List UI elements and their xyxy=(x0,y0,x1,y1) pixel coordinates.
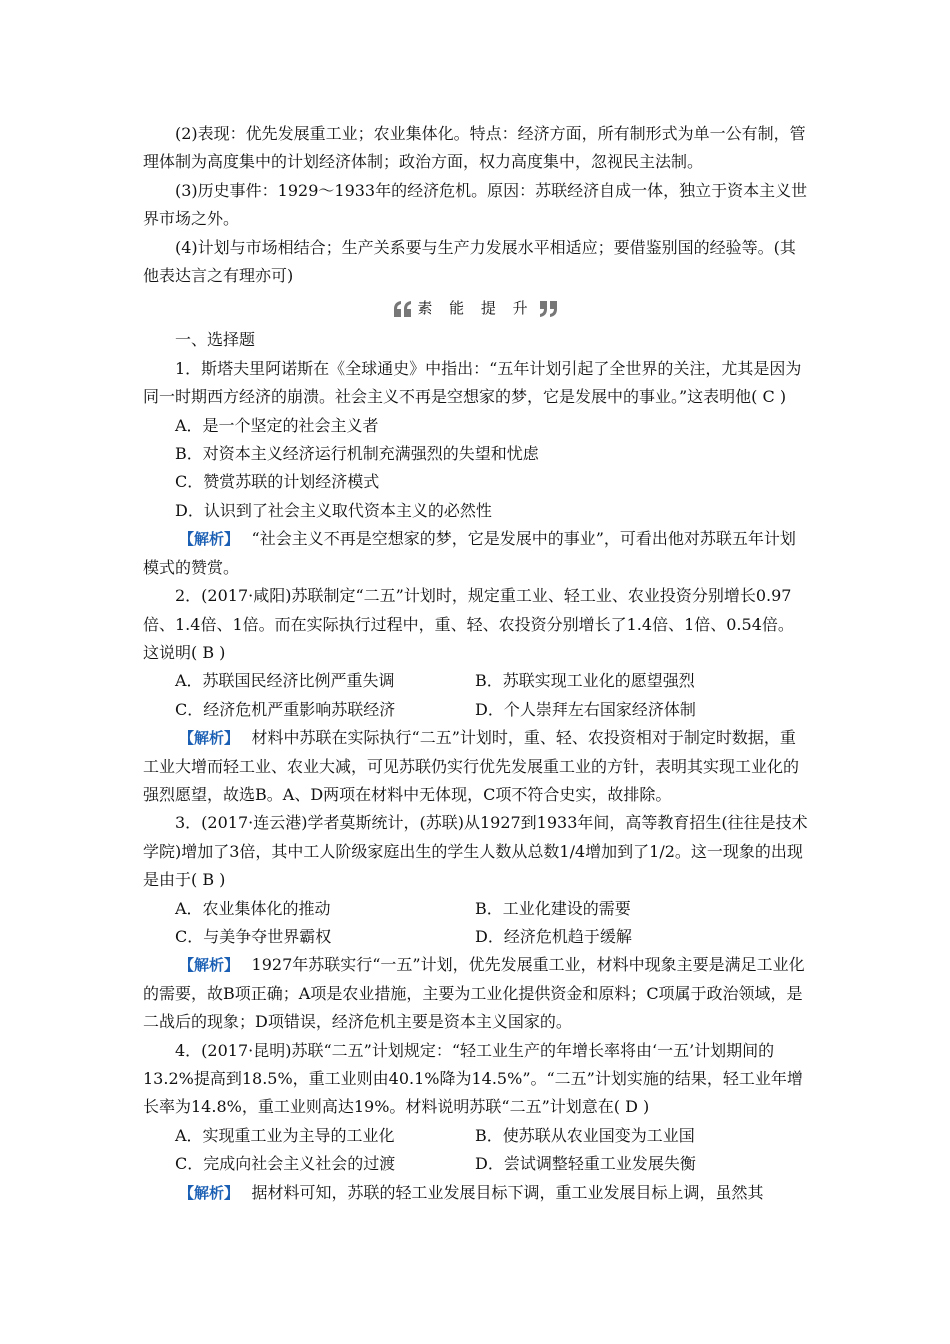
question-1-option-b: B．对资本主义经济运行机制充满强烈的失望和忧虑 xyxy=(175,444,539,464)
question-4-option-c: C．完成向社会主义社会的过渡 xyxy=(175,1154,396,1174)
question-2-stem: 2．(2017·咸阳)苏联制定“二五”计划时，规定重工业、轻工业、农业投资分别增长0.97倍、1.4倍、1倍。而在实际执行过程中，重、轻、农投资分别增长了1.4倍、1倍、0.54倍。这说明( B ) xyxy=(143,586,794,662)
question-3-stem: 3．(2017·连云港)学者莫斯统计，(苏联)从1927到1933年间，高等教育招生(往往是技术学院)增加了3倍，其中工人阶级家庭出生的学生人数从总数1/4增加到了1/2。这一现象的出现是由于( B ) xyxy=(143,813,808,890)
analysis-tag: 【解析】 xyxy=(179,729,232,748)
section-heading: 一、选择题 xyxy=(175,330,256,350)
question-4-analysis xyxy=(143,1179,808,1207)
question-2-options-row-2 xyxy=(143,696,808,724)
banner-title: 素 能 提 升 xyxy=(417,299,534,318)
question-3-option-a: A．农业集体化的推动 xyxy=(175,898,331,918)
question-3-option-b: B．工业化建设的需要 xyxy=(475,898,631,918)
question-1-option-d: D．认识到了社会主义取代资本主义的必然性 xyxy=(175,500,492,520)
question-2-option-a: A．苏联国民经济比例严重失调 xyxy=(175,671,395,691)
question-1-option-c: C．赞赏苏联的计划经济模式 xyxy=(175,472,380,492)
question-1-stem: 1．斯塔夫里阿诺斯在《全球通史》中指出：“五年计划引起了全世界的关注，尤其是因为同一时期西方经济的崩溃。社会主义不再是空想家的梦，它是发展中的事业。”这表明他( C ) xyxy=(143,358,802,407)
question-4-option-b: B．使苏联从农业国变为工业国 xyxy=(475,1125,695,1145)
question-4-stem: 4．(2017·昆明)苏联“二五”计划规定：“轻工业生产的年增长率将由‘一五’计划期间的13.2%提高到18.5%，重工业则由40.1%降为14.5%”。“二五”计划实施的结果，轻工业年增长率为14.8%，重工业则高达19%。材料说明苏联“二五”计划意在( D ) xyxy=(143,1040,803,1117)
analysis-tag: 【解析】 xyxy=(179,530,232,549)
answer-paragraph-4: (4)计划与市场相结合；生产关系要与生产力发展水平相适应；要借鉴别国的经验等。(其他表达言之有理亦可) xyxy=(143,237,796,286)
analysis-text: 1927年苏联实行“一五”计划，优先发展重工业，材料中现象主要是满足工业化的需要，故B项正确；A项是农业措施，主要为工业化提供资金和原料；C项属于政治领域，是二战后的现象；D项错误，经济危机主要是资本主义国家的。 xyxy=(143,955,805,1032)
question-4-option-d: D．尝试调整轻重工业发展失衡 xyxy=(475,1154,696,1174)
question-4-options-row-2 xyxy=(143,1150,808,1178)
open-quote-icon xyxy=(393,300,413,318)
analysis-text: “社会主义不再是空想家的梦，它是发展中的事业”，可看出他对苏联五年计划模式的赞赏。 xyxy=(143,529,796,577)
question-3-option-d: D．经济危机趋于缓解 xyxy=(475,926,632,946)
answer-paragraph-2: (2)表现：优先发展重工业；农业集体化。特点：经济方面，所有制形式为单一公有制，管理体制为高度集中的计划经济体制；政治方面，权力高度集中，忽视民主法制。 xyxy=(143,124,806,172)
analysis-text: 材料中苏联在实际执行“二五”计划时，重、轻、农投资相对于制定时数据，重工业大增而轻工业、农业大减，可见苏联仍实行优先发展重工业的方针，表明其实现工业化的强烈愿望，故选B。A、D两项在材料中无体现，C项不符合史实，故排除。 xyxy=(143,728,800,804)
question-2-option-d: D．个人崇拜左右国家经济体制 xyxy=(475,699,696,719)
question-4-options-row-1 xyxy=(143,1122,808,1150)
question-3-option-c: C．与美争夺世界霸权 xyxy=(175,926,332,946)
question-1-option-a: A．是一个坚定的社会主义者 xyxy=(175,415,379,435)
section-banner xyxy=(143,294,808,324)
question-2-options-row-1 xyxy=(143,667,808,695)
document-body xyxy=(143,120,808,1207)
question-2-analysis xyxy=(143,724,808,809)
analysis-text: 据材料可知，苏联的轻工业发展目标下调，重工业发展目标上调，虽然其 xyxy=(251,1182,764,1202)
question-3-options-row-2 xyxy=(143,923,808,951)
question-1-analysis xyxy=(143,525,808,582)
question-2-option-c: C．经济危机严重影响苏联经济 xyxy=(175,699,396,719)
question-3-options-row-1 xyxy=(143,895,808,923)
answer-paragraph-3: (3)历史事件：1929～1933年的经济危机。原因：苏联经济自成一体，独立于资本主义世界市场之外。 xyxy=(143,180,808,229)
close-quote-icon xyxy=(538,300,558,318)
analysis-tag: 【解析】 xyxy=(179,1183,232,1202)
analysis-tag: 【解析】 xyxy=(179,956,232,975)
question-4-option-a: A．实现重工业为主导的工业化 xyxy=(175,1125,395,1145)
question-3-analysis xyxy=(143,951,808,1036)
question-2-option-b: B．苏联实现工业化的愿望强烈 xyxy=(475,671,695,691)
